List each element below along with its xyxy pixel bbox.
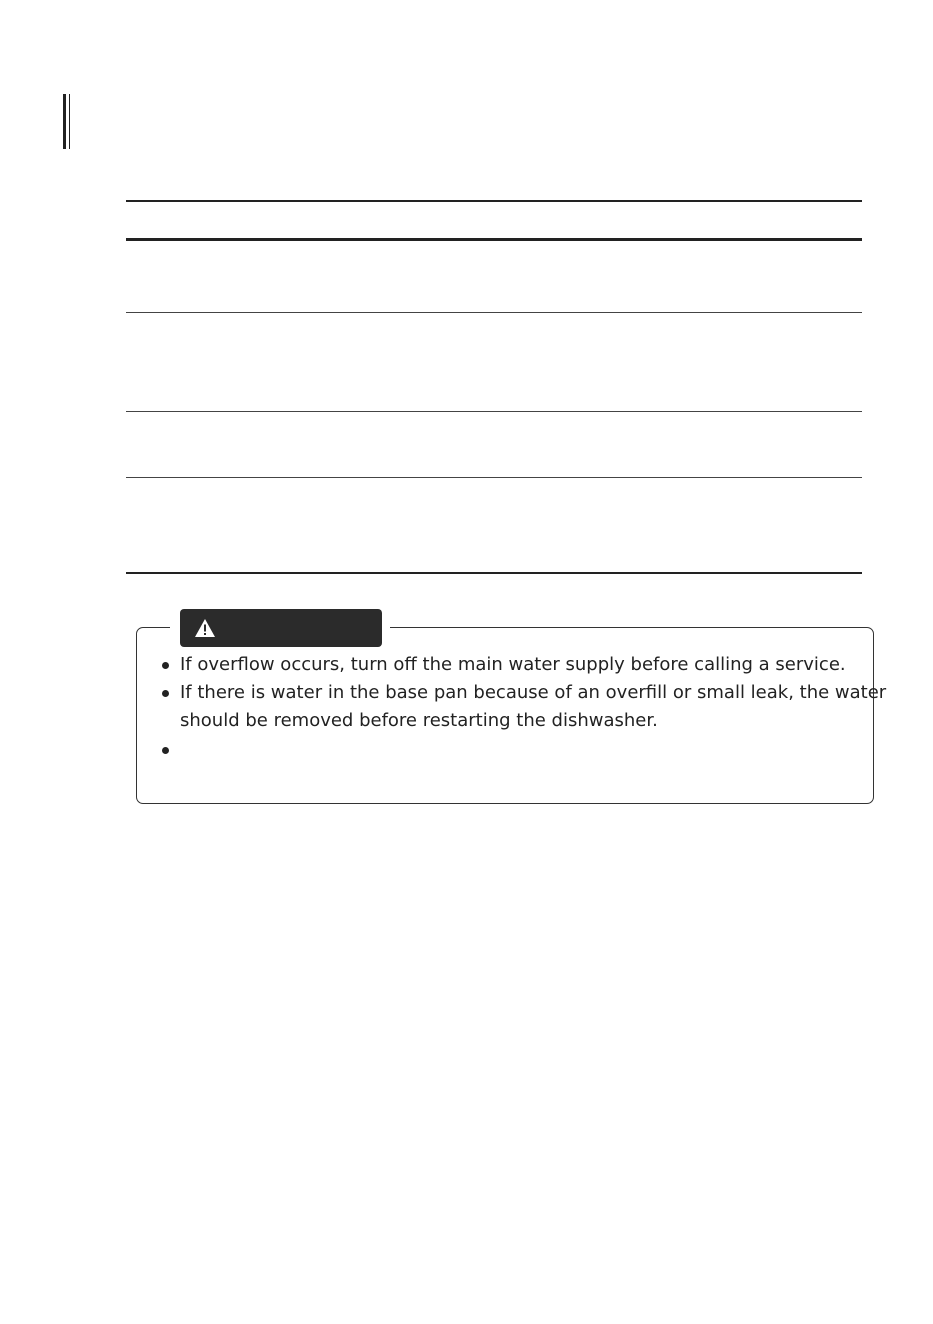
table-row-divider: [126, 411, 862, 412]
table-row-divider: [126, 312, 862, 313]
table-bottom-rule: [126, 572, 862, 574]
bullet-icon: [162, 662, 169, 669]
warning-triangle-icon: [194, 618, 216, 638]
table-top-rule: [126, 200, 862, 202]
bullet-icon: [162, 690, 169, 697]
bullet-icon: [162, 747, 169, 754]
caution-item-text-continued: should be removed before restarting the dishwasher.: [180, 710, 658, 731]
table-row-divider: [126, 477, 862, 478]
caution-item-text: If there is water in the base pan because of an overfill or small leak, the water: [180, 682, 887, 703]
caution-item-text: If overflow occurs, turn off the main water supply before calling a service.: [180, 654, 846, 675]
table-header-rule: [126, 238, 862, 241]
caution-badge: [180, 609, 382, 647]
section-bar-icon: [63, 94, 70, 149]
